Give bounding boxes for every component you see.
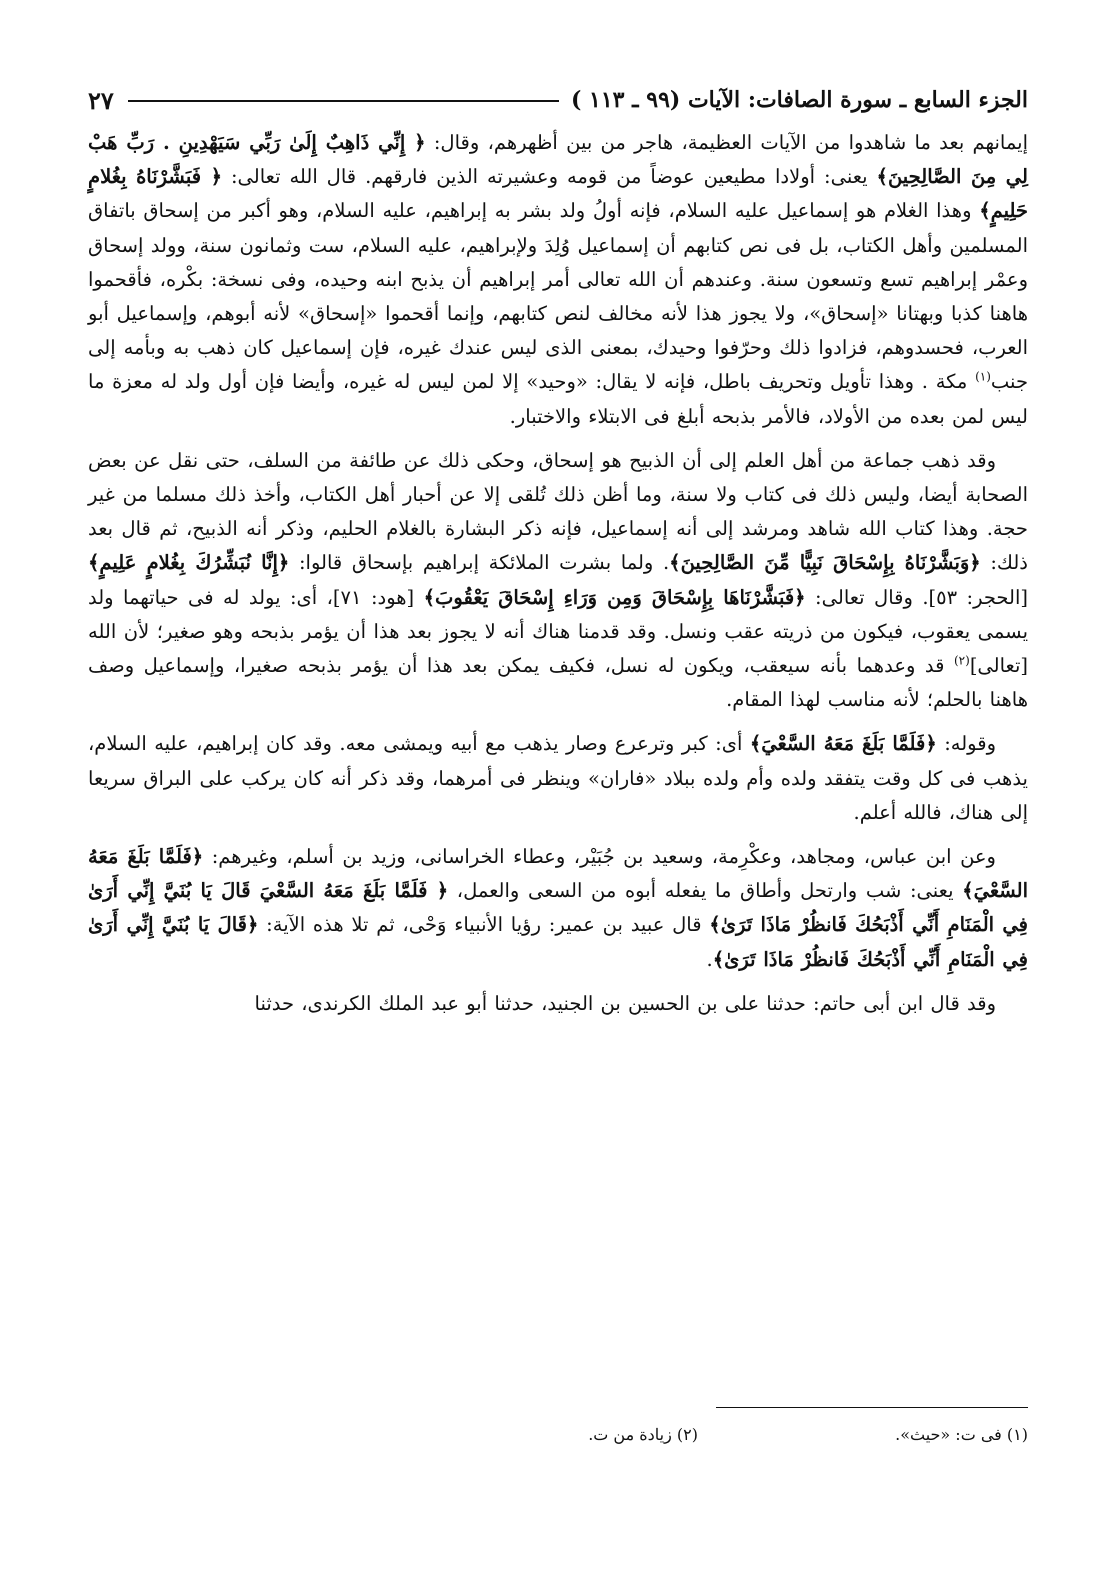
paragraph xyxy=(88,840,1028,977)
footnote-ref: (٢) xyxy=(953,653,970,668)
book-page xyxy=(88,80,1028,1540)
text-run: مكة . وهذا تأويل وتحريف باطل، فإنه لا يقال: «وحيد» إلا لمن ليس له غيره، وأيضا فإن أول ولد له معزة ما ليس لمن بعده من الأولاد، فالأمر بذبحه أبلغ فى الابتلاء والاختبار. xyxy=(88,370,1028,428)
text-run: وقد قال ابن أبى حاتم: حدثنا على بن الحسين بن الجنيد، حدثنا أبو عبد الملك الكرندى، حدثنا xyxy=(254,991,996,1015)
paragraph xyxy=(88,727,1028,830)
quran-quote: ﴿إِنَّا نُبَشِّرُكَ بِغُلامٍ عَلِيمٍ﴾ xyxy=(88,551,290,575)
footnote-rule xyxy=(716,1407,1028,1408)
text-run: قد وعدهما بأنه سيعقب، ويكون له نسل، فكيف يمكن بعد هذا أن يؤمر بذبحه صغيرا، وإسماعيل وصف هاهنا بالحلم؛ لأنه مناسب لهذا المقام. xyxy=(88,654,1028,712)
footnote-2: (٢) زيادة من ت. xyxy=(588,1425,698,1444)
text-run: . xyxy=(706,947,713,971)
running-header xyxy=(88,80,1028,120)
paragraph xyxy=(88,444,1028,718)
header-rule xyxy=(128,100,559,102)
text-run: [هود: ٧١]، أى: يولد له فى حياتهما ولد يسمى يعقوب، فيكون من ذريته عقب ونسل. وقد قدمنا هناك أنه لا يجوز بعد هذا أن يؤمر بذبحه وهو صغير؛ لأن الله [تعالى] xyxy=(88,585,1028,678)
quran-quote: ﴿قَالَ يَا بُنَيَّ إِنِّي أَرَىٰ فِي الْمَنَامِ أَنِّي أَذْبَحُكَ فَانظُرْ مَاذَا تَرَىٰ﴾ xyxy=(88,913,1028,971)
footnote-ref: (١) xyxy=(975,369,991,384)
paragraph xyxy=(88,987,1028,1021)
text-run: وقد ذهب جماعة من أهل العلم إلى أن الذبيح هو إسحاق، وحكى ذلك عن طائفة من السلف، حتى نقل عن بعض الصحابة أيضا، وليس ذلك فى كتاب ولا سنة، وما أظن ذلك تُلقى إلا عن أحبار أهل الكتاب، وأخذ ذلك مسلما من غير حجة. وهذا كتاب الله شاهد ومرشد إلى أنه إسماعيل، فإنه ذكر البشارة بالغلام الحليم، وذكر أنه الذبيح، ثم قال بعد ذلك: xyxy=(88,448,1028,575)
quran-quote: ﴿فَبَشَّرْنَاهَا بِإِسْحَاقَ وَمِن وَرَاءِ إِسْحَاقَ يَعْقُوبَ﴾ xyxy=(423,585,806,609)
text-run: وهذا الغلام هو إسماعيل عليه السلام، فإنه أولُ ولد بشر به إبراهيم، عليه السلام، وهو أكبر من إسحاق باتفاق المسلمين وأهل الكتاب، بل فى نص كتابهم أن إسماعيل وُلِدَ ولإبراهيم، عليه السلام، ست وثمانون سنة، وولد إسحاق وعمْر إبراهيم تسع وتسعون سنة. وعندهم أن الله تعالى أمر إبراهيم أن يذبح ابنه وحيده، وفى نسخة: بكْره، فأقحموا هاهنا كذبا وبهتانا «إسحاق»، ولا يجوز هذا لأنه مخالف لنص كتابهم، وإنما أقحموا «إسحاق» لأنه أبوهم، وإسماعيل أبو العرب، فحسدوهم، فزادوا ذلك وحرّفوا وحيدك، بمعنى الذى ليس عندك غيره، فإن إسماعيل كان ذهب به وبأمه إلى جنب xyxy=(88,199,1028,394)
quran-quote: ﴿ فَبَشَّرْنَاهُ بِغُلامٍ حَلِيمٍ﴾ xyxy=(88,165,1028,223)
quran-quote: ﴿فَلَمَّا بَلَغَ مَعَهُ السَّعْيَ﴾ xyxy=(749,732,937,756)
paragraph xyxy=(88,126,1028,434)
text-run: وعن ابن عباس، ومجاهد، وعكْرِمة، وسعيد بن جُبَيْر، وعطاء الخراسانى، وزيد بن أسلم، وغيرهم: xyxy=(203,845,996,869)
page-body xyxy=(88,126,1028,1021)
text-run: إيمانهم بعد ما شاهدوا من الآيات العظيمة، هاجر من بين أظهرهم، وقال: xyxy=(425,131,1028,154)
quran-quote: ﴿فَلَمَّا بَلَغَ مَعَهُ السَّعْيَ﴾ xyxy=(88,845,1028,903)
text-run: . ولما بشرت الملائكة إبراهيم بإسحاق قالوا: xyxy=(289,551,670,575)
text-run: وقوله: xyxy=(936,732,996,756)
text-run: قال عبيد بن عمير: رؤيا الأنبياء وَحْى، ثم تلا هذه الآية: xyxy=(258,913,710,937)
text-run: [الحجر: ٥٣]. وقال تعالى: xyxy=(805,585,1028,609)
text-run: يعنى: أولادا مطيعين عوضاً من قومه وعشيرته الذين فارقهم. قال الله تعالى: xyxy=(222,165,877,189)
page-number: ٢٧ xyxy=(88,85,114,115)
text-run: أى: كبر وترعرع وصار يذهب مع أبيه ويمشى معه. وقد كان إبراهيم، عليه السلام، يذهب فى كل وقت يتفقد ولده وأم ولده ببلاد «فاران» وينظر فى أمرهما، وقد ذكر أنه كان يركب على البراق سريعا إلى هناك، فالله أعلم. xyxy=(88,732,1028,824)
text-run: يعنى: شب وارتحل وأطاق ما يفعله أبوه من السعى والعمل، xyxy=(448,879,963,903)
quran-quote: ﴿وَبَشَّرْنَاهُ بِإِسْحَاقَ نَبِيًّا مِّنَ الصَّالِحِينَ﴾ xyxy=(669,551,981,575)
quran-quote: ﴿ فَلَمَّا بَلَغَ مَعَهُ السَّعْيَ قَالَ يَا بُنَيَّ إِنِّي أَرَىٰ فِي الْمَنَامِ أَنِّي أَذْبَحُكَ فَانظُرْ مَاذَا تَرَىٰ﴾ xyxy=(88,879,1028,937)
footnotes xyxy=(88,1422,1028,1448)
header-title: الجزء السابع ـ سورة الصافات: الآيات (٩٩ ـ ١١٣ ) xyxy=(570,87,1028,113)
quran-quote: ﴿ إِنِّي ذَاهِبٌ إِلَىٰ رَبِّي سَيَهْدِينِ . رَبِّ هَبْ لِي مِنَ الصَّالِحِينَ﴾ xyxy=(88,131,1028,189)
footnote-1: (١) فى ت: «حيث». xyxy=(895,1425,1028,1444)
